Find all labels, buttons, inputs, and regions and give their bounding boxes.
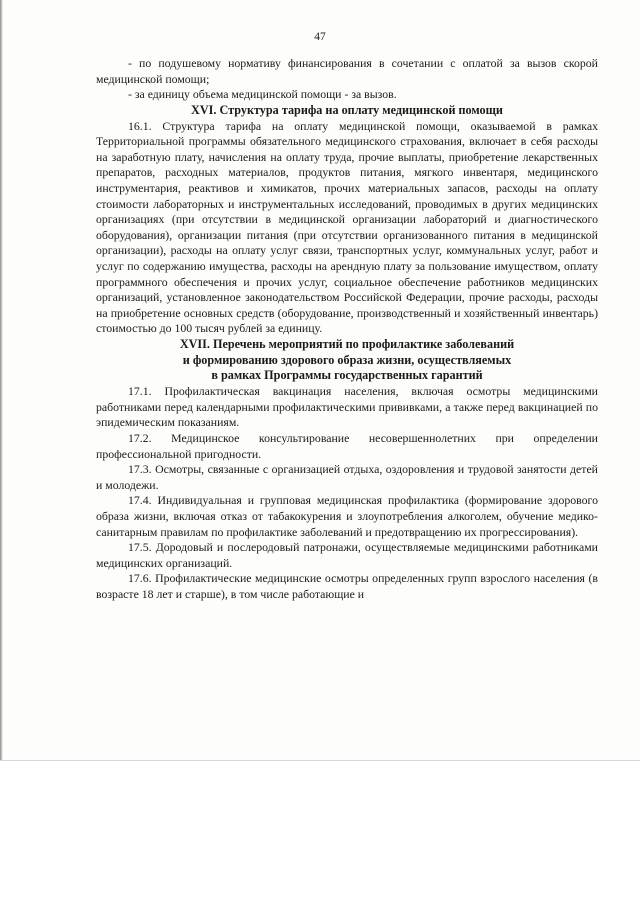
intro-paragraph-1: - по подушевому нормативу финансирования в сочетании с оплатой за вызов скорой медицинской помощи; (96, 56, 598, 86)
section-17-title-line-1: XVII. Перечень мероприятий по профилактике заболеваний (179, 336, 515, 351)
item-17-1: 17.1. Профилактическая вакцинация населения, включая осмотры медицинскими работниками перед календарными профилактическими прививками, а также перед вакцинацией по эпидемическим показаниям. (96, 384, 598, 430)
section-17-title-line-3: в рамках Программы государственных гарантий (211, 368, 483, 383)
item-17-3: 17.3. Осмотры, связанные с организацией отдыха, оздоровления и трудовой занятости детей и молодежи. (96, 462, 598, 492)
intro-paragraph-2: - за единицу объема медицинской помощи - за вызов. (128, 87, 397, 102)
section-16-title: XVI. Структура тарифа на оплату медицинской помощи (191, 102, 503, 117)
section-17-title-line-2: и формированию здорового образа жизни, осуществляемых (182, 352, 512, 367)
item-17-4: 17.4. Индивидуальная и групповая медицинская профилактика (формирование здорового образа жизни, включая отказ от табакокурения и злоупотребления алкоголем, обучение медико-санитарным правилам по профилактике заболеваний и предотвращению их прогрессирования). (96, 493, 598, 539)
document-body (96, 56, 598, 603)
section-17-title (96, 337, 598, 384)
item-17-2: 17.2. Медицинское консультирование несовершеннолетних при определении профессиональной пригодности. (96, 431, 598, 461)
page-number: 47 (314, 31, 326, 43)
section-16-paragraph: 16.1. Структура тарифа на оплату медицинской помощи, оказываемой в рамках Территориальной программы обязательного медицинского страхования, включает в себя расходы на заработную плату, начисления на оплату труда, прочие выплаты, приобретение лекарственных препаратов, расходных материалов, продуктов питания, мягкого инвентаря, медицинского инструментария, реактивов и химикатов, прочих материальных запасов, расходы на оплату стоимости лабораторных и инструментальных исследований, проводимых в других медицинских организациях (при отсутствии в медицинской организации лабораторий и диагностического оборудования), организации питания (при отсутствии организованного питания в медицинской организации), расходы на оплату услуг связи, транспортных услуг, коммунальных услуг, работ и услуг по содержанию имущества, расходы на арендную плату за пользование имуществом, оплату программного обеспечения и прочих услуг, социальное обеспечение работников медицинских организаций, установленное законодательством Российской Федерации, прочие расходы, расходы на приобретение основных средств (оборудование, производственный и хозяйственный инвентарь) стоимостью до 100 тысяч рублей за единицу. (96, 118, 598, 336)
item-17-6: 17.6. Профилактические медицинские осмотры определенных групп взрослого населения (в возрасте 18 лет и старше), в том числе работающие и (96, 571, 598, 601)
item-17-5: 17.5. Дородовый и послеродовый патронажи, осуществляемые медицинскими работниками медицинских организаций. (96, 540, 598, 570)
